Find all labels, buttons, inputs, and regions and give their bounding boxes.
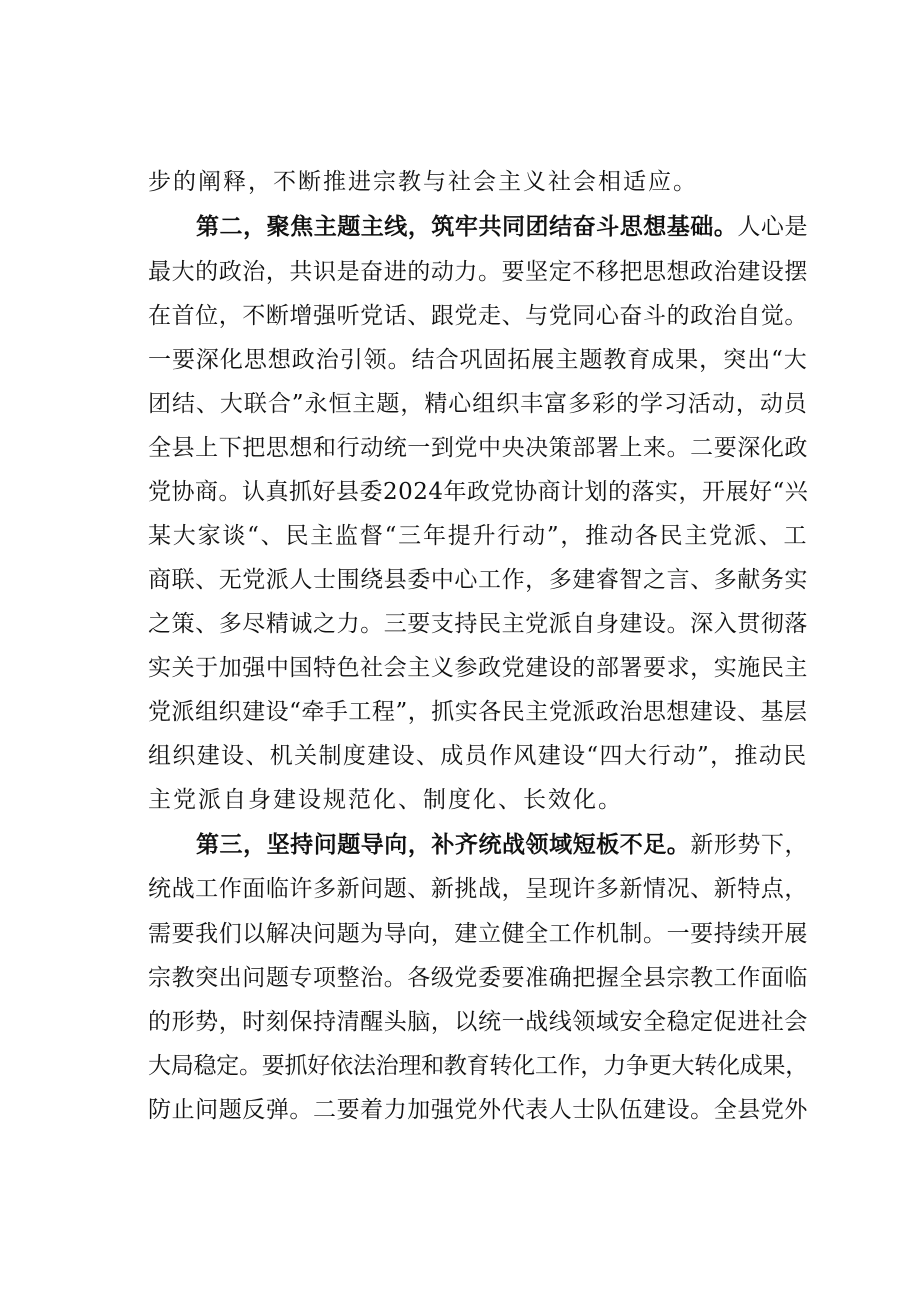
para3-line-2: 统战工作面临许多新问题、新挑战，呈现许多新情况、新特点， xyxy=(148,876,808,902)
para3-line-3: 需要我们以解决问题为导向，建立健全工作机制。一要持续开展 xyxy=(148,921,808,947)
para3-line-4: 宗教突出问题专项整治。各级党委要准确把握全县宗教工作面临 xyxy=(148,965,808,991)
para3-line-6: 大局稳定。要抓好依法治理和教育转化工作，力争更大转化成果， xyxy=(148,1053,808,1079)
para2-line-9: 商联、无党派人士围绕县委中心工作，多建睿智之言、多献务实 xyxy=(148,567,808,593)
para2-line-11: 实关于加强中国特色社会主义参政党建设的部署要求，实施民主 xyxy=(148,655,808,681)
para2-line-7: 党协商。认真抓好县委2024年政党协商计划的落实，开展好“兴 xyxy=(148,479,809,505)
para2-line-6: 全县上下把思想和行动统一到党中央决策部署上来。二要深化政 xyxy=(148,435,808,461)
para2-heading: 第二，聚焦主题主线，筑牢共同团结奋斗思想基础。 xyxy=(196,213,738,240)
para2-line-12: 党派组织建设“牵手工程”，抓实各民主党派政治思想建设、基层 xyxy=(148,699,808,725)
para2-line-14: 主党派自身建设规范化、制度化、长效化。 xyxy=(148,787,623,813)
para2-line-1 xyxy=(196,211,808,243)
para3-line-7: 防止问题反弹。二要着力加强党外代表人士队伍建设。全县党外 xyxy=(148,1097,808,1123)
para3-heading: 第三，坚持问题导向，补齐统战领域短板不足。 xyxy=(196,831,691,858)
para3-line-1-rest: 新形势下， xyxy=(690,832,809,858)
para2-line-4: 一要深化思想政治引领。结合巩固拓展主题教育成果，突出“大 xyxy=(148,347,808,373)
para3-line-1 xyxy=(196,829,808,861)
para2-line-5: 团结、大联合”永恒主题，精心组织丰富多彩的学习活动，动员 xyxy=(148,391,808,417)
para2-line-3: 在首位，不断增强听党话、跟党走、与党同心奋斗的政治自觉。 xyxy=(148,303,808,329)
para2-line-8: 某大家谈“、民主监督“三年提升行动”，推动各民主党派、工 xyxy=(148,523,809,549)
para1-line-1: 步的阐释，不断推进宗教与社会主义社会相适应。 xyxy=(148,169,698,195)
para2-line-10: 之策、多尽精诚之力。三要支持民主党派自身建设。深入贯彻落 xyxy=(148,611,808,637)
para2-line-13: 组织建设、机关制度建设、成员作风建设“四大行动”，推动民 xyxy=(148,743,808,769)
para2-line-2: 最大的政治，共识是奋进的动力。要坚定不移把思想政治建设摆 xyxy=(148,259,808,285)
para2-line-1-rest: 人心是 xyxy=(737,214,809,240)
para3-line-5: 的形势，时刻保持清醒头脑，以统一战线领域安全稳定促进社会 xyxy=(148,1009,808,1035)
